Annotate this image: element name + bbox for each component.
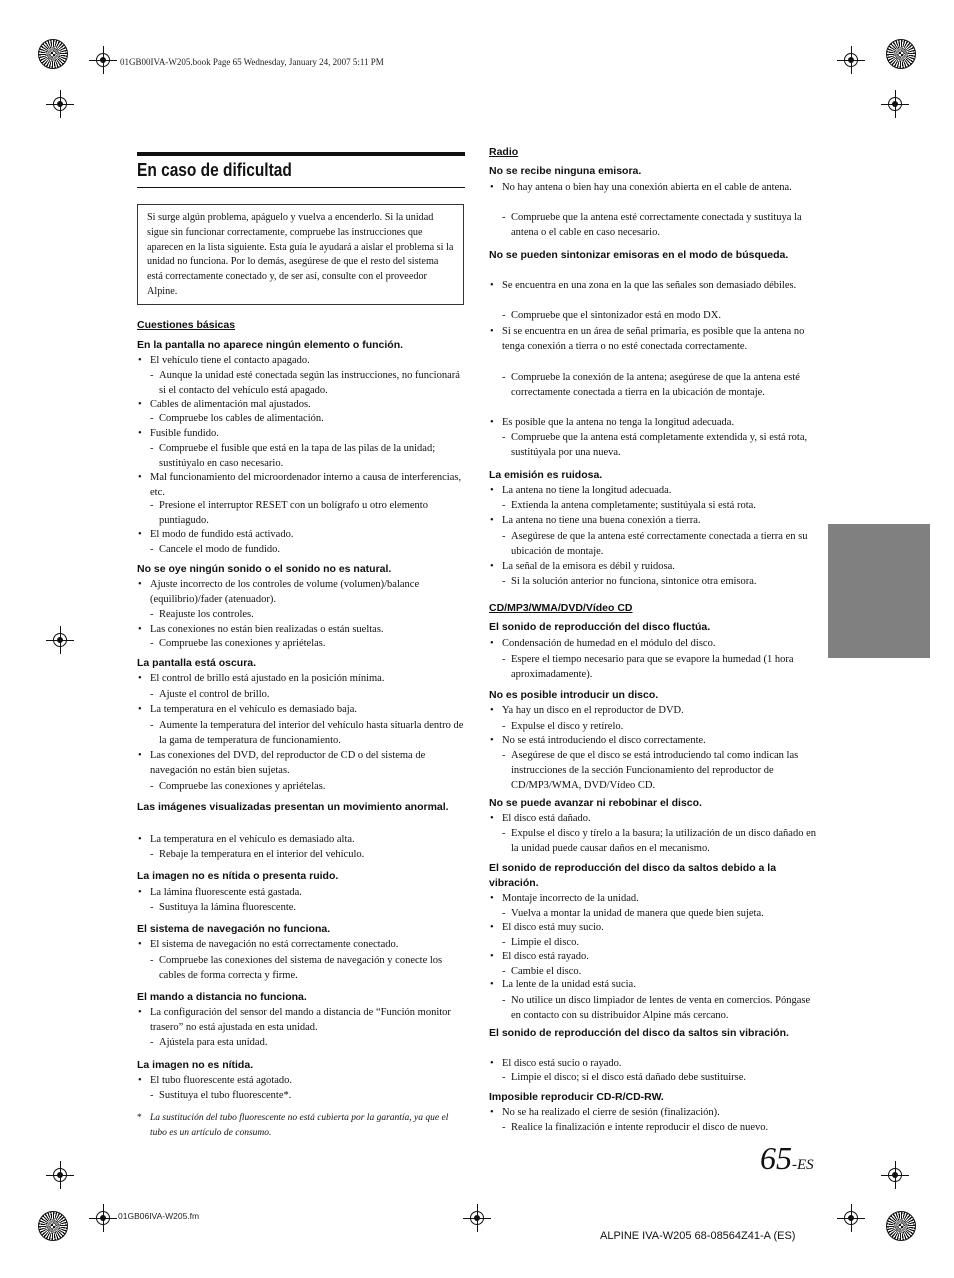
remedy-item: - Presione el interruptor RESET con un bolígrafo u otro elemento puntiagudo.	[159, 498, 465, 528]
remedy-item: - Extienda la antena completamente; sustitúyala si está rota.	[511, 498, 817, 513]
cause-item: • Condensación de humedad en el módulo del disco.	[502, 636, 817, 651]
remedy-item: - Asegúrese de que el disco se está introduciendo tal como indican las instrucciones de la sección Funcionamiento del reproductor de CD/MP3/WMA, DVD/Vídeo CD.	[511, 748, 817, 793]
problem-heading: La emisión es ruidosa.	[489, 469, 603, 481]
problem-heading: Las imágenes visualizadas presentan un movimiento anormal.	[137, 801, 449, 813]
problem-heading: La imagen no es nítida o presenta ruido.	[137, 870, 339, 882]
section-heading-radio: Radio	[489, 146, 519, 158]
book-header: 01GB00IVA-W205.book Page 65 Wednesday, January 24, 2007 5:11 PM	[120, 57, 384, 67]
remedy-item: - Asegúrese de que la antena esté correctamente conectada a tierra en su ubicación de montaje.	[511, 529, 817, 559]
intro-box: Si surge algún problema, apáguelo y vuelva a encenderlo. Si la unidad sigue sin funcionar correctamente, compruebe las instrucciones que aparecen en la lista siguiente. Esta guía le ayudará a aislar el problema si la unidad no funciona. Por lo demás, asegúrese de que el resto del sistema está correctamente conectado y, de ser así, consulte con el proveedor Alpine.	[137, 204, 464, 305]
problem-heading: El sonido de reproducción del disco fluctúa.	[489, 621, 711, 633]
cause-item: • El disco está dañado.	[502, 811, 817, 826]
page-number	[760, 1140, 814, 1177]
remedy-item: - Sustituya el tubo fluorescente*.	[159, 1088, 465, 1103]
remedy-item: - Rebaje la temperatura en el interior del vehículo.	[159, 847, 465, 862]
problem-heading: No es posible introducir un disco.	[489, 689, 659, 701]
remedy-item: - Compruebe que la antena esté correctamente conectada y sustituya la antena o el cable en caso necesario.	[511, 210, 817, 240]
remedy-item: - Cancele el modo de fundido.	[159, 542, 465, 557]
cause-item: • No se ha realizado el cierre de sesión (finalización).	[502, 1105, 817, 1120]
cause-item: • Cables de alimentación mal ajustados.	[150, 397, 465, 412]
remedy-item: - Limpie el disco; si el disco está dañado debe sustituirse.	[511, 1070, 817, 1085]
registration-star-bottom-left	[38, 1211, 68, 1241]
remedy-item: - Ajústela para esta unidad.	[159, 1035, 465, 1050]
cause-item: • Ya hay un disco en el reproductor de DVD.	[502, 703, 817, 718]
cause-item: • Las conexiones no están bien realizadas o están sueltas.	[150, 622, 465, 637]
remedy-item: - Cambie el disco.	[511, 964, 817, 979]
problem-heading: El mando a distancia no funciona.	[137, 991, 307, 1003]
remedy-item: - Limpie el disco.	[511, 935, 817, 950]
remedy-item: - Compruebe que el sintonizador está en modo DX.	[511, 308, 817, 323]
section-heading-basics: Cuestiones básicas	[137, 319, 236, 331]
cause-item: • El disco está muy sucio.	[502, 920, 817, 935]
page-number-value: 65	[760, 1140, 792, 1176]
cause-item: • No hay antena o bien hay una conexión abierta en el cable de antena.	[502, 180, 817, 195]
footnote	[137, 1111, 465, 1141]
footnote-text: La sustitución del tubo fluorescente no está cubierta por la garantía, ya que el tubo es un artículo de consumo.	[150, 1113, 449, 1138]
registration-star-top-left	[38, 39, 68, 69]
cause-item: • El control de brillo está ajustado en la posición mínima.	[150, 671, 465, 686]
problem-heading: Imposible reproducir CD-R/CD-RW.	[489, 1091, 664, 1103]
problem-heading: En la pantalla no aparece ningún elemento o función.	[137, 339, 404, 351]
remedy-item: - Sustituya la lámina fluorescente.	[159, 900, 465, 915]
problem-heading: No se recibe ninguna emisora.	[489, 165, 642, 177]
page-number-suffix: -ES	[792, 1157, 814, 1173]
remedy-item: - Compruebe las conexiones y apriételas.	[159, 636, 465, 651]
section-heading-cd: CD/MP3/WMA/DVD/Vídeo CD	[489, 602, 633, 614]
cause-item: • Si se encuentra en un área de señal primaria, es posible que la antena no tenga conexión a tierra o no esté conectada correctamente.	[502, 324, 817, 354]
remedy-item: - Ajuste el control de brillo.	[159, 687, 465, 702]
remedy-item: - Aumente la temperatura del interior del vehículo hasta situarla dentro de la gama de temperatura de funcionamiento.	[159, 718, 465, 748]
remedy-item: - Reajuste los controles.	[159, 607, 465, 622]
page-title: En caso de dificultad	[137, 160, 292, 180]
cause-item: • El sistema de navegación no está correctamente conectado.	[150, 937, 465, 952]
cause-item: • Fusible fundido.	[150, 426, 465, 441]
page-title-bar	[137, 152, 465, 188]
cause-item: • La lente de la unidad está sucia.	[502, 977, 817, 992]
cause-item: • Mal funcionamiento del microordenador interno a causa de interferencias, etc.	[150, 470, 465, 500]
cause-item: • El modo de fundido está activado.	[150, 527, 465, 542]
remedy-item: - Expulse el disco y retírelo.	[511, 719, 817, 734]
cause-item: • El tubo fluorescente está agotado.	[150, 1073, 465, 1088]
cause-item: • Las conexiones del DVD, del reproductor de CD o del sistema de navegación no están bien sujetas.	[150, 748, 465, 778]
cause-item: • La temperatura en el vehículo es demasiado baja.	[150, 702, 465, 717]
problem-heading: No se pueden sintonizar emisoras en el modo de búsqueda.	[489, 249, 789, 261]
cause-item: • No se está introduciendo el disco correctamente.	[502, 733, 817, 748]
remedy-item: - Espere el tiempo necesario para que se evapore la humedad (1 hora aproximadamente).	[511, 652, 817, 682]
remedy-item: - Compruebe los cables de alimentación.	[159, 411, 465, 426]
remedy-item: - Compruebe las conexiones y apriételas.	[159, 779, 465, 794]
footer-filename: 01GB06IVA-W205.fm	[118, 1211, 200, 1221]
problem-heading: El sonido de reproducción del disco da saltos debido a la vibración.	[489, 862, 777, 889]
remedy-item: - Compruebe las conexiones del sistema de navegación y conecte los cables de forma correcta y firme.	[159, 953, 465, 983]
cause-item: • Montaje incorrecto de la unidad.	[502, 891, 817, 906]
cause-item: • Ajuste incorrecto de los controles de volume (volumen)/balance (equilibrio)/fader (atenuador).	[150, 577, 465, 607]
cause-item: • El disco está rayado.	[502, 949, 817, 964]
remedy-item: - Expulse el disco y tírelo a la basura; la utilización de un disco dañado en la unidad puede causar daños en el mecanismo.	[511, 826, 817, 856]
remedy-item: - Realice la finalización e intente reproducir el disco de nuevo.	[511, 1120, 817, 1135]
chapter-tab	[828, 524, 930, 658]
footnote-marker: *	[137, 1113, 142, 1123]
footer-model: ALPINE IVA-W205 68-08564Z41-A (ES)	[600, 1230, 796, 1242]
remedy-item: - Compruebe el fusible que está en la tapa de las pilas de la unidad; sustitúyalo en caso necesario.	[159, 441, 465, 471]
cause-item: • La lámina fluorescente está gastada.	[150, 885, 465, 900]
cause-item: • Se encuentra en una zona en la que las señales son demasiado débiles.	[502, 278, 817, 293]
remedy-item: - No utilice un disco limpiador de lentes de venta en comercios. Póngase en contacto con su distribuidor Alpine más cercano.	[511, 993, 817, 1023]
cause-item: • La antena no tiene una buena conexión a tierra.	[502, 513, 817, 528]
cause-item: • El disco está sucio o rayado.	[502, 1056, 817, 1071]
problem-heading: La imagen no es nítida.	[137, 1059, 254, 1071]
remedy-item: - Compruebe que la antena está completamente extendida y, si está rota, sustitúyala por una nueva.	[511, 430, 817, 460]
problem-heading: El sonido de reproducción del disco da saltos sin vibración.	[489, 1027, 789, 1039]
cause-item: • El vehículo tiene el contacto apagado.	[150, 353, 465, 368]
cause-item: • Es posible que la antena no tenga la longitud adecuada.	[502, 415, 817, 430]
registration-star-bottom-right	[886, 1211, 916, 1241]
cause-item: • La antena no tiene la longitud adecuada.	[502, 483, 817, 498]
problem-heading: La pantalla está oscura.	[137, 657, 257, 669]
problem-heading: No se puede avanzar ni rebobinar el disco.	[489, 797, 702, 809]
remedy-item: - Vuelva a montar la unidad de manera que quede bien sujeta.	[511, 906, 817, 921]
problem-heading: No se oye ningún sonido o el sonido no es natural.	[137, 563, 392, 575]
remedy-item: - Si la solución anterior no funciona, sintonice otra emisora.	[511, 574, 817, 589]
registration-star-top-right	[886, 39, 916, 69]
problem-heading: El sistema de navegación no funciona.	[137, 923, 331, 935]
cause-item: • La temperatura en el vehículo es demasiado alta.	[150, 832, 465, 847]
remedy-item: - Aunque la unidad esté conectada según las instrucciones, no funcionará si el contacto del vehículo está apagado.	[159, 368, 465, 398]
cause-item: • La configuración del sensor del mando a distancia de “Función monitor trasero” no está ajustada en esta unidad.	[150, 1005, 465, 1035]
cause-item: • La señal de la emisora es débil y ruidosa.	[502, 559, 817, 574]
remedy-item: - Compruebe la conexión de la antena; asegúrese de que la antena esté correctamente conectada a tierra en la ubicación de montaje.	[511, 370, 817, 400]
